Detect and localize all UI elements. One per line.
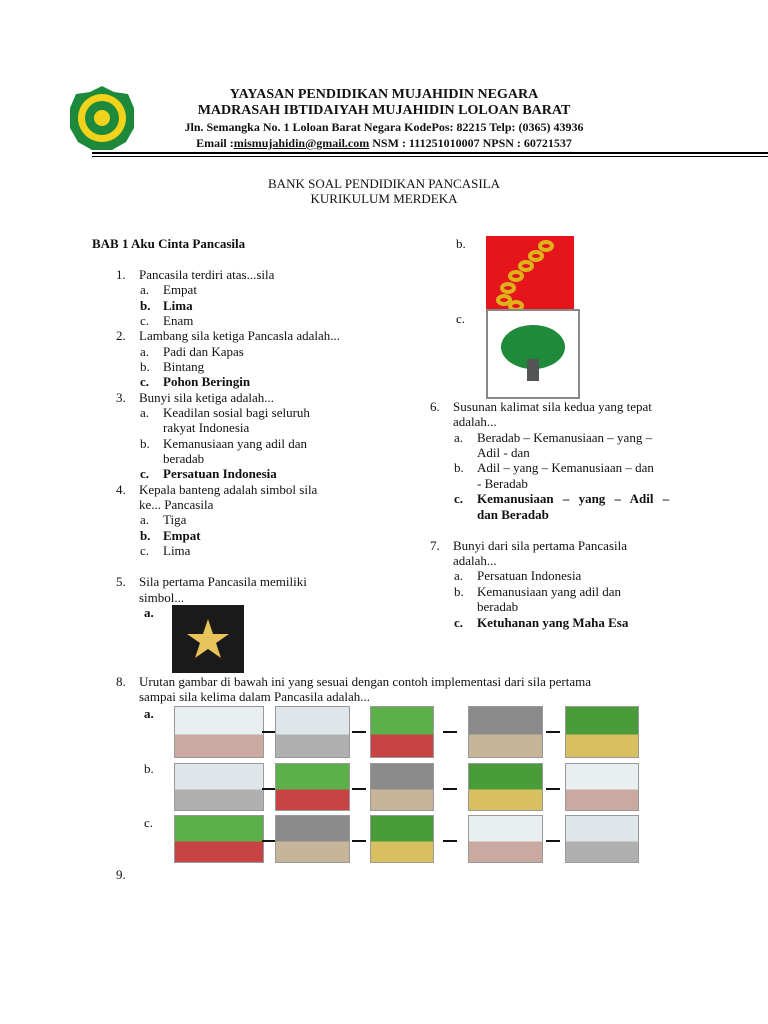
activity-illustration [370, 706, 434, 758]
opt-letter: b. [140, 436, 150, 451]
opt-letter: a. [144, 605, 154, 620]
q-number: 4. [116, 482, 126, 497]
option: Kemanusiaan yang adil dan [477, 584, 622, 599]
activity-illustration [565, 763, 639, 811]
doc-subtitle: KURIKULUM MERDEKA [310, 191, 458, 206]
q-number: 7. [430, 538, 440, 553]
star-symbol-image [172, 605, 244, 673]
activity-illustration [275, 706, 350, 758]
sequence-dash [443, 731, 457, 733]
opt-letter: c. [140, 543, 150, 558]
opt-letter: b. [454, 584, 464, 599]
option-cont: beradab [477, 599, 519, 614]
correct-option: Kemanusiaan – yang – Adil – [477, 491, 670, 506]
sequence-dash [443, 788, 457, 790]
opt-letter: b. [454, 460, 464, 475]
activity-illustration [370, 815, 434, 863]
option-cont: beradab [163, 451, 205, 466]
doc-title: BANK SOAL PENDIDIKAN PANCASILA [268, 176, 500, 191]
option: Beradab – Kemanusiaan – yang – [477, 430, 653, 445]
email-link[interactable]: mismujahidin@gmail.com [233, 136, 370, 150]
option: Persatuan Indonesia [477, 568, 582, 583]
opt-letter: c. [140, 466, 150, 481]
sequence-dash [546, 788, 560, 790]
q-number: 1. [116, 267, 126, 282]
option: Adil – yang – Kemanusiaan – dan [477, 460, 654, 475]
q-text: Urutan gambar di bawah ini yang sesuai dengan contoh implementasi dari sila pertama [139, 674, 591, 689]
sequence-dash [262, 731, 276, 733]
q-text-cont: ke... Pancasila [139, 497, 214, 512]
q-text-cont: simbol... [139, 590, 185, 605]
option: Padi dan Kapas [163, 344, 244, 359]
opt-letter: b. [140, 298, 151, 313]
q-text: Bunyi sila ketiga adalah... [139, 390, 275, 405]
sequence-dash [262, 788, 276, 790]
chapter-heading: BAB 1 Aku Cinta Pancasila [92, 236, 246, 251]
sequence-dash [546, 731, 560, 733]
correct-option: Persatuan Indonesia [163, 466, 277, 481]
opt-letter: b. [140, 528, 151, 543]
opt-letter: c. [456, 311, 466, 326]
q-text: Bunyi dari sila pertama Pancasila [453, 538, 628, 553]
option-cont: Adil - dan [477, 445, 530, 460]
q-number: 6. [430, 399, 440, 414]
correct-option: Empat [163, 528, 201, 543]
opt-letter: b. [140, 359, 150, 374]
sequence-dash [352, 731, 366, 733]
school-name: MADRASAH IBTIDAIYAH MUJAHIDIN LOLOAN BARAT [197, 103, 571, 118]
activity-illustration [174, 706, 264, 758]
activity-illustration [468, 706, 543, 758]
option: Kemanusiaan yang adil dan [163, 436, 308, 451]
q-text: Sila pertama Pancasila memiliki [139, 574, 307, 589]
opt-letter: c. [144, 815, 154, 830]
banyan-tree-image [486, 309, 580, 399]
opt-letter: a. [140, 512, 150, 527]
q-text: Pancasila terdiri atas...sila [139, 267, 275, 282]
activity-illustration [565, 815, 639, 863]
option: Enam [163, 313, 194, 328]
opt-letter: b. [456, 236, 466, 251]
sequence-dash [443, 840, 457, 842]
q-number: 9. [116, 867, 126, 882]
opt-letter: a. [454, 430, 464, 445]
activity-illustration [174, 815, 264, 863]
opt-letter: a. [144, 706, 154, 721]
q-number: 3. [116, 390, 126, 405]
opt-letter: a. [140, 344, 150, 359]
foundation-name: YAYASAN PENDIDIKAN MUJAHIDIN NEGARA [229, 87, 539, 102]
opt-letter: a. [140, 405, 150, 420]
school-contact: Email :mismujahidin@gmail.com NSM : 111251010007 NPSN : 60721537 [196, 136, 572, 150]
correct-option: Lima [163, 298, 193, 313]
q-number: 2. [116, 328, 126, 343]
activity-illustration [275, 763, 350, 811]
q-text-cont: adalah... [453, 414, 497, 429]
sequence-dash [352, 788, 366, 790]
activity-illustration [174, 763, 264, 811]
opt-letter: c. [140, 313, 150, 328]
opt-letter: a. [140, 282, 150, 297]
header-divider [92, 152, 768, 157]
option: Lima [163, 543, 191, 558]
option: Keadilan sosial bagi seluruh [163, 405, 310, 420]
opt-letter: c. [140, 374, 150, 389]
sequence-dash [352, 840, 366, 842]
option: Empat [163, 282, 197, 297]
activity-illustration [275, 815, 350, 863]
opt-letter: c. [454, 491, 464, 506]
q-text: Kepala banteng adalah simbol sila [139, 482, 318, 497]
activity-illustration [370, 763, 434, 811]
q-text-cont: sampai sila kelima dalam Pancasila adalah... [139, 689, 371, 704]
opt-letter: c. [454, 615, 464, 630]
q-text-cont: adalah... [453, 553, 497, 568]
q-number: 8. [116, 674, 126, 689]
q-text: Lambang sila ketiga Pancasla adalah... [139, 328, 341, 343]
option: Tiga [163, 512, 187, 527]
school-address: Jln. Semangka No. 1 Loloan Barat Negara KodePos: 82215 Telp: (0365) 43936 [184, 120, 584, 134]
sequence-dash [262, 840, 276, 842]
opt-letter: b. [144, 761, 154, 776]
option: Bintang [163, 359, 205, 374]
activity-illustration [468, 763, 543, 811]
chain-symbol-image [486, 236, 574, 310]
activity-illustration [468, 815, 543, 863]
correct-option-cont: dan Beradab [477, 507, 549, 522]
q-text: Susunan kalimat sila kedua yang tepat [453, 399, 652, 414]
activity-illustration [565, 706, 639, 758]
opt-letter: a. [454, 568, 464, 583]
option-cont: - Beradab [477, 476, 528, 491]
sequence-dash [546, 840, 560, 842]
option-cont: rakyat Indonesia [163, 420, 250, 435]
q-number: 5. [116, 574, 126, 589]
correct-option: Ketuhanan yang Maha Esa [477, 615, 629, 630]
correct-option: Pohon Beringin [163, 374, 251, 389]
